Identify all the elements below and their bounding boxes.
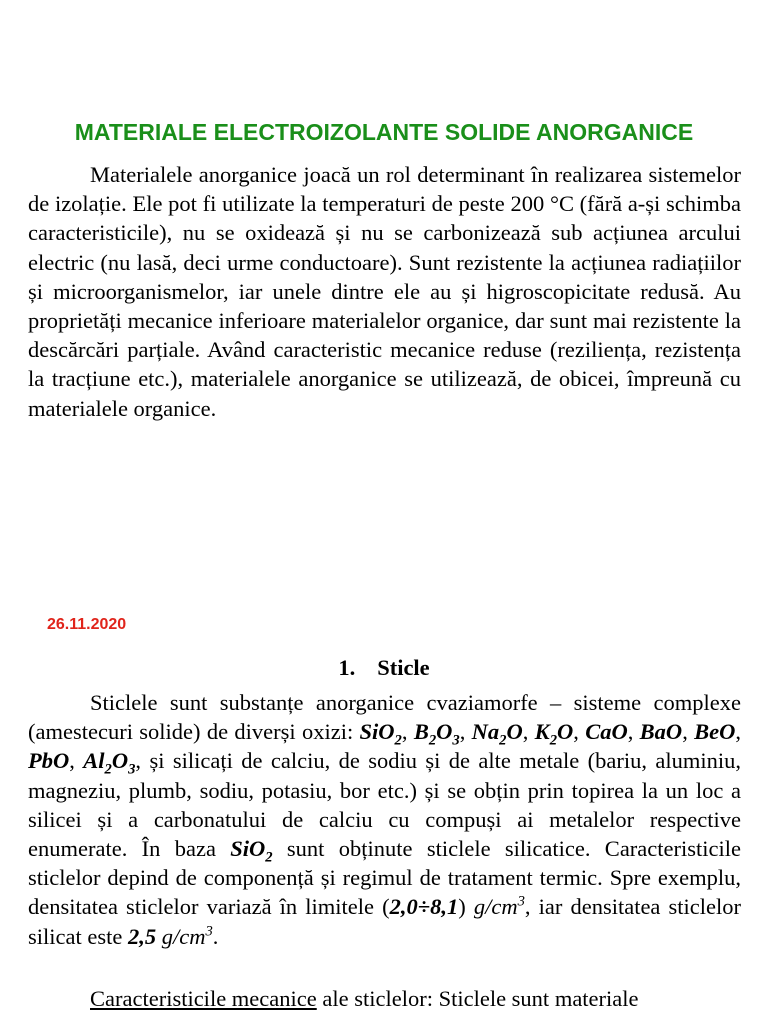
oxide-separator: ,: [735, 719, 742, 745]
oxide-separator: ,: [522, 719, 535, 745]
oxide-formula: BeO: [694, 719, 736, 745]
sticle-text-4: ): [458, 894, 474, 920]
mechanical-label: Caracteristicile mecanice: [90, 986, 317, 1011]
sticle-text-3: sunt obținute sticlele silicatice. Caracteristicile sticlelor depind de componență și regimul de tratament termic. Spre exemplu, densitatea sticlelor variază în limitele (: [28, 836, 741, 920]
density-range: 2,0÷8,1: [389, 894, 459, 920]
mechanical-text: ale sticlelor: Sticlele sunt materiale: [316, 986, 639, 1011]
mechanical-paragraph: [28, 984, 741, 1013]
sticle-text-5: , iar densitatea sticlelor silicat este: [28, 894, 742, 949]
document-title: MATERIALE ELECTROIZOLANTE SOLIDE ANORGANICE: [74, 119, 694, 145]
section-number: 1.: [338, 655, 356, 680]
intro-paragraph: Materialele anorganice joacă un rol determinant în realizarea sistemelor de izolație. Ele pot fi utilizate la temperaturi de peste 200 °C (fără a-și schimba caracteristicile), nu se oxidează și nu se carbonizează sub acțiunea arcului electric (nu lasă, deci urme conductoare). Sunt rezistente la acțiunea radiațiilor și microorganismelor, iar unele dintre ele au și higroscopicitate redusă. Au proprietăți mecanice inferioare materialelor organice, dar sunt mai rezistente la descărcări parțiale. Având caracteristic mecanice reduse (reziliența, rezistența la tracțiune etc.), materialele anorganice se utilizează, de obicei, împreună cu materialele organice.: [28, 162, 741, 421]
sticle-text-7: .: [212, 923, 219, 949]
density-value: 2,5: [127, 923, 157, 949]
oxide-separator: ,: [459, 719, 472, 745]
oxide-formula: BaO: [639, 719, 683, 745]
density-unit-2: $g/cm^3$: [161, 923, 213, 949]
oxide-formula: $Na_2O$: [471, 719, 523, 749]
density-unit: $g/cm^3$: [473, 893, 525, 920]
sticle-text-1: Sticlele sunt substanțe anorganice cvaziamorfe – sisteme complexe (amestecuri solide) de diverși oxizi:: [28, 690, 741, 745]
oxide-formula: SiO$_2$: [359, 719, 402, 749]
section-heading: [0, 655, 768, 681]
oxide-separator: ,: [69, 748, 84, 774]
sio2-formula: SiO$_2$: [230, 836, 273, 866]
section-title: Sticle: [377, 655, 430, 680]
oxide-separator: ,: [401, 719, 414, 745]
date-label: 26.11.2020: [47, 616, 127, 633]
oxide-formula: $Al_2O_3$: [83, 748, 136, 778]
oxide-formula: $B_2O_3$: [413, 719, 460, 749]
sticle-paragraph: [28, 688, 741, 951]
oxide-formula: $K_2O$: [534, 719, 574, 749]
oxide-separator: ,: [682, 719, 695, 745]
oxide-separator: ,: [627, 719, 640, 745]
sticle-text-2: , și silicați de calciu, de sodiu și de alte metale (bariu, aluminiu, magneziu, plumb, sodiu, potasiu, bor etc.) și se obțin prin topirea la un loc a silicei și a carbonatului de calciu cu compuși ai metalelor respective enumerate. În baza: [28, 748, 741, 862]
oxide-formula: CaO: [585, 719, 628, 745]
oxide-formula: PbO: [28, 748, 70, 774]
oxide-separator: ,: [573, 719, 586, 745]
